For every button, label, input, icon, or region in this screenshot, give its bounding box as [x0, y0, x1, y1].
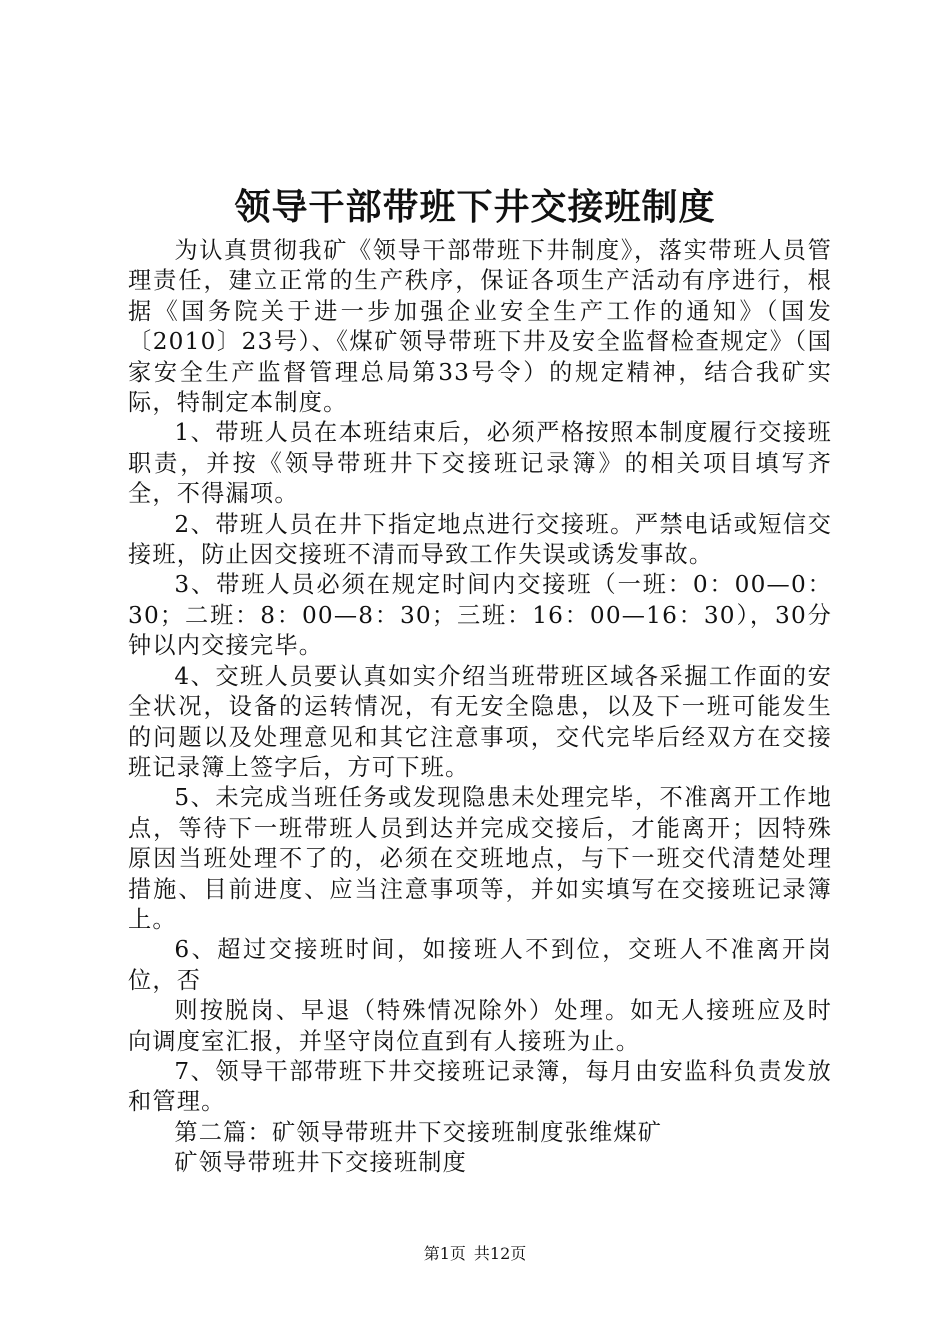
paragraph-item-3: 3、带班人员必须在规定时间内交接班（一班：0：00—0：30；二班：8：00—8：30；三班：16：00—16：30），30分钟以内交接完毕。: [128, 571, 832, 660]
paragraph-item-5: 5、未完成当班任务或发现隐患未处理完毕，不准离开工作地点，等待下一班带班人员到达并完成交接后，才能离开；因特殊原因当班处理不了的，必须在交班地点，与下一班交代清楚处理措施、目前进度、应当注意事项等，并如实填写在交接班记录簿上。: [128, 784, 832, 933]
paragraph-item-6: 6、超过交接班时间，如接班人不到位，交班人不准离开岗位，否: [128, 936, 832, 994]
paragraph-item-4: 4、交班人员要认真如实介绍当班带班区域各采掘工作面的安全状况，设备的运转情况，有无安全隐患，以及下一班可能发生的问题以及处理意见和其它注意事项，交代完毕后经双方在交接班记录簿上签字后，方可下班。: [128, 662, 832, 781]
document-title: 领导干部带班下井交接班制度: [234, 187, 716, 228]
paragraph-item-2: 2、带班人员在井下指定地点进行交接班。严禁电话或短信交接班，防止因交接班不清而导致工作失误或诱发事故。: [128, 510, 832, 569]
page-footer: [0, 1243, 950, 1265]
page-total: 共12页: [473, 1244, 527, 1263]
section-heading-part-two: 第二篇：矿领导带班井下交接班制度张维煤矿: [174, 1118, 663, 1146]
section-subheading: 矿领导带班井下交接班制度: [174, 1149, 468, 1177]
paragraph-item-1: 1、带班人员在本班结束后，必须严格按照本制度履行交接班职责，并按《领导带班井下交接班记录簿》的相关项目填写齐全，不得漏项。: [128, 419, 832, 508]
paragraph-intro: 为认真贯彻我矿《领导干部带班下井制度》，落实带班人员管理责任，建立正常的生产秩序，保证各项生产活动有序进行，根据《国务院关于进一步加强企业安全生产工作的通知》（国发〔2010〕23号）、《煤矿领导带班下井及安全监督检查规定》（国家安全生产监督管理总局第33号令）的规定精神，结合我矿实际，特制定本制度。: [128, 237, 832, 417]
document-body: [128, 236, 832, 1179]
paragraph-item-6-continued: 则按脱岗、早退（特殊情况除外）处理。如无人接班应及时向调度室汇报，并坚守岗位直到有人接班为止。: [128, 997, 832, 1055]
page-number: 第1页: [423, 1244, 466, 1263]
paragraph-item-7: 7、领导干部带班下井交接班记录簿，每月由安监科负责发放和管理。: [128, 1057, 832, 1116]
